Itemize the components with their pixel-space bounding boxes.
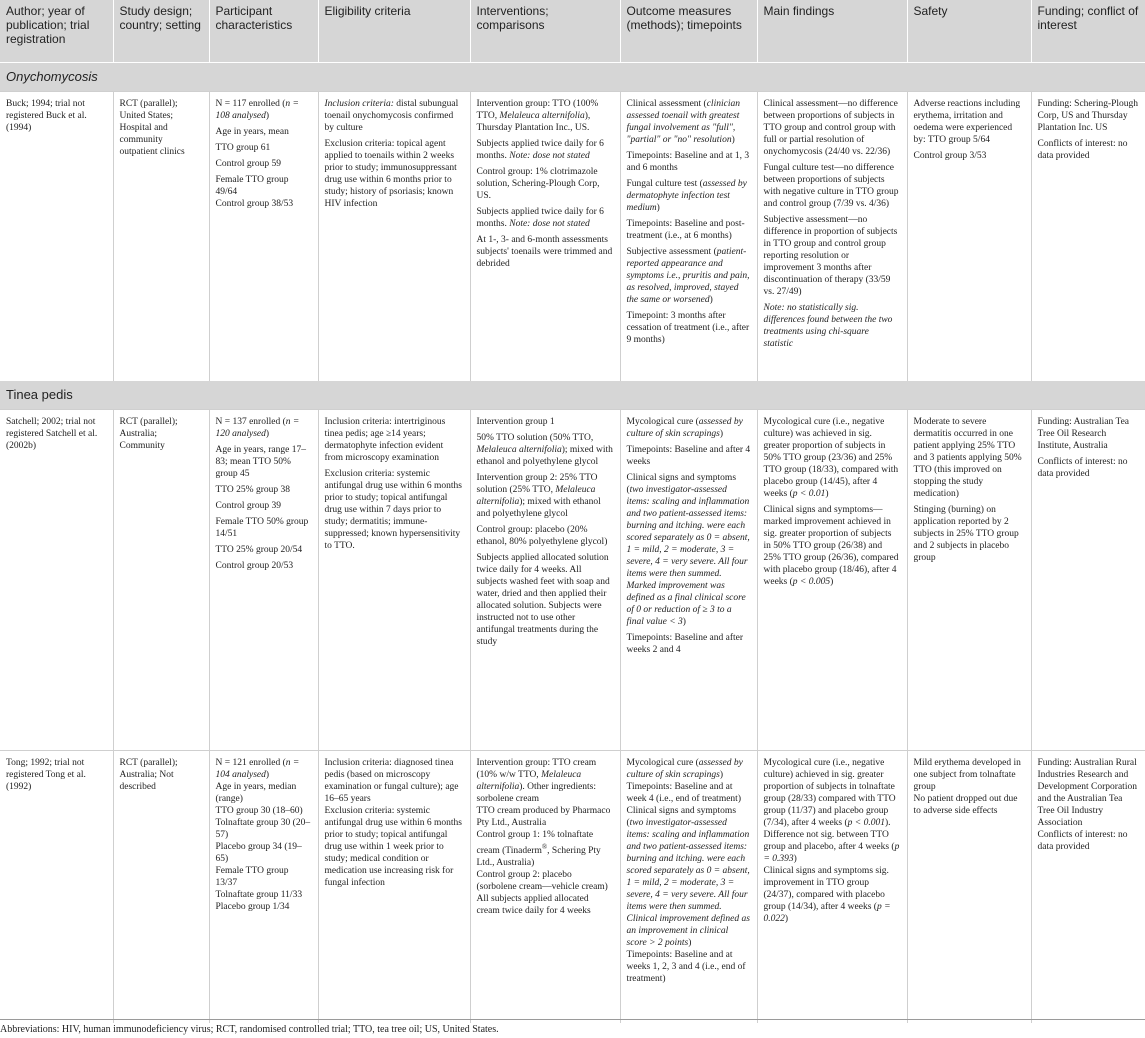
table-footnote: Abbreviations: HIV, human immunodeficiency virus; RCT, randomised controlled trial; TTO, tea tree oil; US, United States. [0, 1024, 499, 1035]
cell-interventions: Intervention group 1 50% TTO solution (50% TTO, Melaleuca alternifolia); mixed with ethanol and polyethylene glycol Intervention group 2: 25% TTO solution (25% TTO, Melaleuca alternifolia); mixed with ethanol and polyethylene glycol Control group: placebo (20% ethanol, 80% polyethylene glycol) Subjects applied allocated solution twice daily for 4 weeks. All subjects washed feet with soap and water, dried and then applied their allocated solution. Subjects were instructed not to use other antifungal treatments during the study [470, 410, 620, 751]
section-title: Tinea pedis [0, 381, 1145, 410]
header-findings: Main findings [757, 0, 907, 63]
header-outcomes: Outcome measures (methods); timepoints [620, 0, 757, 63]
header-row [0, 0, 1145, 63]
header-interventions: Interventions; comparisons [470, 0, 620, 63]
cell-author: Tong; 1992; trial not registered Tong et al. (1992) [0, 751, 113, 1024]
cell-participants: N = 121 enrolled (n = 104 analysed) Age in years, median (range) TTO group 30 (18–60) Tolnaftate group 30 (20–57) Placebo group 34 (19–65) Female TTO group 13/37 Tolnaftate group 11/33 Placebo group 1/34 [209, 751, 318, 1024]
cell-safety: Moderate to severe dermatitis occurred in one patient applying 25% TTO and 3 patients applying 50% TTO (this improved on stopping the study medication) Stinging (burning) on application reported by 2 subjects in 25% TTO group and 2 subjects in placebo group [907, 410, 1031, 751]
cell-funding: Funding: Australian Tea Tree Oil Research Institute, Australia Conflicts of interest: no data provided [1031, 410, 1145, 751]
header-author: Author; year of publication; trial registration [0, 0, 113, 63]
cell-author: Satchell; 2002; trial not registered Satchell et al. (2002b) [0, 410, 113, 751]
cell-design: RCT (parallel); Australia; Community [113, 410, 209, 751]
cell-participants: N = 137 enrolled (n = 120 analysed) Age in years, range 17–83; mean TTO 50% group 45 TTO 25% group 38 Control group 39 Female TTO 50% group 14/51 TTO 25% group 20/54 Control group 20/53 [209, 410, 318, 751]
cell-outcomes: Clinical assessment (clinician assessed toenail with greatest fungal involvement as "full", "partial" or "no" resolution) Timepoints: Baseline and at 1, 3 and 6 months Fungal culture test (assessed by dermatophyte infection test medium) Timepoints: Baseline and post-treatment (i.e., at 6 months) Subjective assessment (patient-reported appearance and symptoms i.e., pruritis and pain, as resolved, improved, stayed the same or worsened) Timepoint: 3 months after cessation of treatment (i.e., after 9 months) [620, 92, 757, 381]
cell-participants: N = 117 enrolled (n = 108 analysed) Age in years, mean TTO group 61 Control group 59 Female TTO group 49/64 Control group 38/53 [209, 92, 318, 381]
cell-interventions: Intervention group: TTO (100% TTO, Melaleuca alternifolia), Thursday Plantation Inc., US. Subjects applied twice daily for 6 months. Note: dose not stated Control group: 1% clotrimazole solution, Schering-Plough Corp, US. Subjects applied twice daily for 6 months. Note: dose not stated At 1-, 3- and 6-month assessments subjects' toenails were trimmed and debrided [470, 92, 620, 381]
section-title: Onychomycosis [0, 63, 1145, 92]
cell-findings: Mycological cure (i.e., negative culture) was achieved in sig. greater proportion of subjects in 50% TTO group (23/36) and 25% TTO group (18/33), compared with placebo group (14/45), after 4 weeks (p < 0.01) Clinical signs and symptoms—marked improvement achieved in sig. greater proportion of subjects in 50% TTO group (26/38) and 25% TTO group (26/36), compared with placebo group (18/46), after 4 weeks (p < 0.005) [757, 410, 907, 751]
section-row-onychomycosis [0, 63, 1145, 92]
cell-eligibility: Inclusion criteria: distal subungual toenail onychomycosis confirmed by culture Exclusion criteria: topical agent applied to toenails within 2 weeks prior to study; immunosuppressant drug use within 6 months prior to study; history of psoriasis; known HIV infection [318, 92, 470, 381]
table-row-satchell [0, 410, 1145, 751]
cell-funding: Funding: Schering-Plough Corp, US and Thursday Plantation Inc. US Conflicts of interest: no data provided [1031, 92, 1145, 381]
cell-outcomes: Mycological cure (assessed by culture of skin scrapings) Timepoints: Baseline and after 4 weeks Clinical signs and symptoms (two investigator-assessed items: scaling and inflammation and two patient-assessed items: burning and itching. were each scored separately as 0 = absent, 1 = mild, 2 = moderate, 3 = severe, 4 = very severe. All four items were then summed. Marked improvement was defined as a final clinical score of 0 or reduction of ≥ 3 to a final value < 3) Timepoints: Baseline and after weeks 2 and 4 [620, 410, 757, 751]
header-safety: Safety [907, 0, 1031, 63]
header-funding: Funding; conflict of interest [1031, 0, 1145, 63]
cell-eligibility: Inclusion criteria: diagnosed tinea pedis (based on microscopy examination or fungal culture); age 16–65 years Exclusion criteria: systemic antifungal drug use within 6 months prior to study; topical antifungal drug use within 1 week prior to study; medical condition or medication use increasing risk for fungal infection [318, 751, 470, 1024]
cell-findings: Mycological cure (i.e., negative culture) achieved in sig. greater proportion of subjects in tolnaftate group (28/33) compared with TTO group (11/37) and placebo group (7/34), after 4 weeks (p < 0.001). Difference not sig. between TTO group and placebo, after 4 weeks (p = 0.393) Clinical signs and symptoms sig. improvement in TTO group (24/37), compared with placebo group (14/34), after 4 weeks (p = 0.022) [757, 751, 907, 1024]
cell-outcomes: Mycological cure (assessed by culture of skin scrapings) Timepoints: Baseline and at week 4 (i.e., end of treatment) Clinical signs and symptoms (two investigator-assessed items: scaling and inflammation and two patient-assessed items: burning and itching. were each scored separately as 0 = absent, 1 = mild, 2 = moderate, 3 = severe, 4 = very severe. All four items were then summed. Clinical improvement defined as an improvement in clinical score > 2 points) Timepoints: Baseline and at weeks 1, 2, 3 and 4 (i.e., end of treatment) [620, 751, 757, 1024]
cell-safety: Mild erythema developed in one subject from tolnaftate group No patient dropped out due to adverse side effects [907, 751, 1031, 1024]
cell-eligibility: Inclusion criteria: intertriginous tinea pedis; age ≥14 years; dermatophyte infection evident from microscopy examination Exclusion criteria: systemic antifungal drug use within 6 months prior to study; topical antifungal drug use within 7 days prior to study; dermatitis; immune-suppressed; known hypersensitivity to TTO. [318, 410, 470, 751]
cell-findings: Clinical assessment—no difference between proportions of subjects in TTO group and control group with full or partial resolution of onychomycosis (24/40 vs. 22/36) Fungal culture test—no difference between proportions of subjects with negative culture in TTO group and control group (7/39 vs. 4/36) Subjective assessment—no difference in proportion of subjects in TTO group and control group reporting resolution or improvement 3 months after discontinuation of therapy (33/59 vs. 27/49) Note: no statistically sig. differences found between the two treatments using chi-square statistic [757, 92, 907, 381]
cell-author: Buck; 1994; trial not registered Buck et al. (1994) [0, 92, 113, 381]
table-bottom-rule [0, 1019, 1145, 1020]
header-participants: Participant characteristics [209, 0, 318, 63]
section-row-tinea-pedis [0, 381, 1145, 410]
table-row-buck [0, 92, 1145, 381]
cell-safety: Adverse reactions including erythema, irritation and oedema were experienced by: TTO group 5/64 Control group 3/53 [907, 92, 1031, 381]
header-design: Study design; country; setting [113, 0, 209, 63]
cell-interventions: Intervention group: TTO cream (10% w/w TTO, Melaleuca alternifolia). Other ingredients: sorbolene cream TTO cream produced by Pharmaco Pty Ltd., Australia Control group 1: 1% tolnaftate cream (Tinaderm®, Schering Pty Ltd., Australia) Control group 2: placebo (sorbolene cream—vehicle cream) All subjects applied allocated cream twice daily for 4 weeks [470, 751, 620, 1024]
cell-design: RCT (parallel); Australia; Not described [113, 751, 209, 1024]
table-row-tong [0, 751, 1145, 1024]
cell-funding: Funding: Australian Rural Industries Research and Development Corporation and the Australian Tea Tree Oil Industry Association Conflicts of interest: no data provided [1031, 751, 1145, 1024]
header-eligibility: Eligibility criteria [318, 0, 470, 63]
cell-design: RCT (parallel); United States; Hospital and community outpatient clinics [113, 92, 209, 381]
